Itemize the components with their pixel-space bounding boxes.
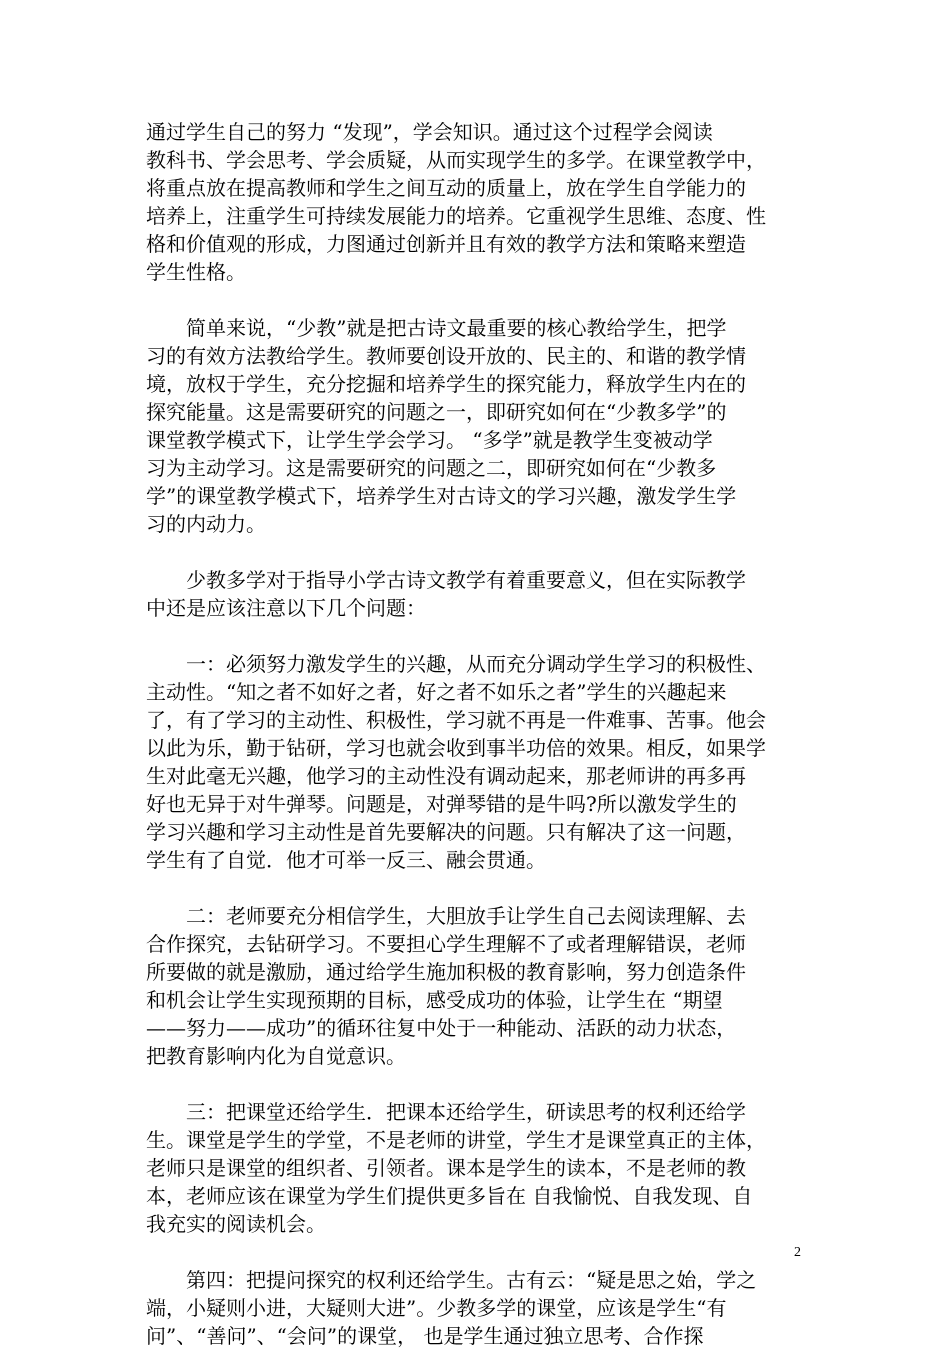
paragraph-point-one: 一：必须努力激发学生的兴趣，从而充分调动学生学习的积极性、 主动性。“知之者不如好之者，好之者不如乐之者”学生的兴趣起来 了，有了学习的主动性、积极性，学习就不再是一件难事、苦事。他会 以此为乐，勤于钻研，学习也就会收到事半功倍的效果。相反，如果学 生对此毫无兴趣，他学习的主动性没有调动起来，那老师讲的再多再 好也无异于对牛弹琴。问题是，对弹琴错的是牛吗?所以激发学生的 学习兴趣和学习主动性是首先要解决的问题。只有解决了这一问题， 学生有了自觉．他才可举一反三、融会贯通。 (146, 652, 766, 872)
paragraph-point-two: 二：老师要充分相信学生，大胆放手让学生自己去阅读理解、去 合作探究，去钻研学习。不要担心学生理解不了或者理解错误，老师 所要做的就是激励，通过给学生施加积极的教育影响，努力创造条件 和机会让学生实现预期的目标，感受成功的体验，让学生在 “期望 ——努力——成功”的循环往复中处于一种能动、活跃的动力状态， 把教育影响内化为自觉意识。 (146, 904, 746, 1068)
document-body (146, 118, 810, 1350)
page-number: 2 (794, 1245, 801, 1260)
paragraph-shaojiao-definition: 简单来说，“少教”就是把古诗文最重要的核心教给学生，把学 习的有效方法教给学生。教师要创设开放的、民主的、和谐的教学情 境，放权于学生，充分挖掘和培养学生的探究能力，释放学生内在的 探究能量。这是需要研究的问题之一，即研究如何在“少教多学”的 课堂教学模式下，让学生学会学习。 “多学”就是教学生变被动学 习为主动学习。这是需要研究的问题之二，即研究如何在“少教多 学”的课堂教学模式下，培养学生对古诗文的学习兴趣，激发学生学 习的内动力。 (146, 316, 746, 536)
paragraph-point-three: 三：把课堂还给学生．把课本还给学生，研读思考的权利还给学 生。课堂是学生的学堂，不是老师的讲堂，学生才是课堂真正的主体， 老师只是课堂的组织者、引领者。课本是学生的读本，不是老师的教 本，老师应该在课堂为学生们提供更多旨在 自我愉悦、自我发现、自 我充实的阅读机会。 (146, 1100, 766, 1236)
paragraph-point-four: 第四：把提问探究的权利还给学生。古有云：“疑是思之始，学之 端，小疑则小进，大疑则大进”。少教多学的课堂，应该是学生“有 问”、“善问”、“会问”的课堂， 也是学生通过独立思考、合作探 (146, 1268, 757, 1348)
paragraph-significance: 少教多学对于指导小学古诗文教学有着重要意义，但在实际教学 中还是应该注意以下几个问题： (146, 568, 746, 620)
paragraph-intro: 通过学生自己的努力 “发现”，学会知识。通过这个过程学会阅读 教科书、学会思考、学会质疑，从而实现学生的多学。在课堂教学中， 将重点放在提高教师和学生之间互动的质量上，放在学生自学能力的 培养上，注重学生可持续发展能力的培养。它重视学生思维、态度、性 格和价值观的形成，力图通过创新并且有效的教学方法和策略来塑造 学生性格。 (146, 120, 766, 284)
